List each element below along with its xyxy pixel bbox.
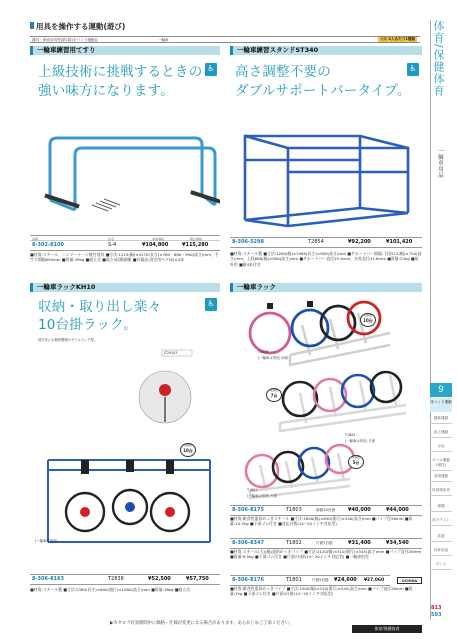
col-code: 品番 [32,236,39,241]
sidebar-item[interactable]: 体育用品 [430,546,452,556]
product-price-tax: ¥57,750 [186,576,209,582]
target-chip [378,37,417,42]
sidebar-item[interactable]: ボール運動(球技) [430,456,452,471]
product-price-tax: ¥101,420 [386,239,413,245]
product-model: T2838 [108,576,124,582]
section-title-stand: 一輪車練習スタンドST340 [230,46,422,55]
sidebar-item[interactable]: 陸上運動 [430,428,452,438]
capacity-label: 収納数 [364,314,372,317]
product-price: ¥104,800 [142,242,169,248]
section-title-bike-rack: 一輪車ラック [230,283,422,292]
stand-photo [230,108,422,236]
headline-stand-1: 高さ調整不要の [235,64,331,80]
capacity-value: 5台 [352,460,360,465]
tesuri-photo [30,110,220,235]
capacity-value: 7台 [270,393,278,398]
capacity-badge-rack [180,443,196,457]
page-number-2: 593 [431,612,442,618]
product-price-tax: ¥34,540 [386,540,409,546]
capacity-value: 10台 [183,448,193,453]
headline-rack-1: 収納・取り出し楽々 [38,299,162,315]
chapter-number: 9 [430,383,452,397]
product-desc-bike-rack-3: ■材質:耐食性亜鉛めっきパイプ ■寸法:1500(幅)×510(奥行)×545(高さ)mm ■パイプ直径28mm ■質量:7kg ■下部ゴム付き ■片面5台掛(14~20インチ対応型) [230,586,413,597]
spec-table-bike-rack-1 [230,505,422,516]
product-type: 両面10台掛 [316,508,335,512]
capacity-badge-c [348,455,364,469]
section-title-rack: 一輪車ラックKH10 [30,283,220,292]
category-left: 器具・家庭用具等[第1群(手づくり運動)] [32,37,98,42]
spec-table-tesuri [30,235,220,251]
product-code[interactable]: 8-306-8175 [232,507,264,513]
col-price: 本体価格 [152,236,165,241]
product-code[interactable]: 8-306-8163 [32,576,64,582]
page-title: 用具を操作する運動(遊び) [36,22,126,31]
sidebar-item[interactable]: 水泳 [430,442,452,452]
sidebar-item-active[interactable]: 体つくり運動 [430,398,452,412]
sidebar-item[interactable]: 体育館用具 [430,486,452,496]
headline-tesuri-2: 強い味方になります。 [38,83,174,99]
sidebar-divider [430,20,431,620]
capacity-value: 10台 [363,318,373,323]
label-t1803: T1803 [258,350,269,354]
product-desc-rack: ■材質:スチール製 ■寸法:2360(長さ)×600(奥行)×1080(高さ)mm ■質量:18kg ■組立式 [30,587,191,592]
sidebar-item[interactable]: 体力テスト [430,516,452,526]
capacity-label: 収納数 [270,389,278,392]
product-price-tax: ¥44,000 [386,507,409,513]
product-desc-tesuri: ■材質:スチール、ハンマートーン焼付塗装 ■寸法:1219(幅)×4170(長さ)×760・880・990(高さ)mm、手すり間隔650mm ■質量:39kg ■組立式 ■高さ3段階調節 ■付属品:固定用ペグ(8)×4本 [30,252,219,263]
product-code[interactable]: 8-306-8176 [232,577,264,583]
spec-table-stand [230,237,422,248]
capacity-badge-b [266,388,282,402]
label-t1803-sub: (一輪車は別売) 両面 [258,356,288,360]
product-desc-bike-rack-1: ■材質:耐食性亜鉛めっきスチール ■寸法:1690(幅)×690(奥行)×540(高さ)mm ■パイプ径28mm ■質量:10.5kg ■下部ゴム付き ■対応台数(14~20インチ対応型) [230,516,413,527]
sidebar-item[interactable]: 保健 [430,502,452,512]
product-desc-stand: ■材質:スチール製 ■寸法:1200(幅)×3460(長さ)×900(高さ)mm ■サポートバー間隔:下段512(幅)×750(高さ)mm、上段668(幅)×900(高さ)mm ■サポートバー直径25.4mm、支柱直径31.8mm ■質量:24kg ■屋外用 ■耐4本付き [230,251,422,267]
product-type: 片面5台掛 [312,578,329,582]
product-model: T1802 [286,540,302,546]
wheelchair-icon: ♿ [205,63,217,76]
capacity-label: 収納数 [184,444,192,447]
product-price: ¥92,200 [348,239,371,245]
rack-photo-caption: (一輪車は別売) [35,539,58,543]
target-chip-prefix: 対象 [380,37,388,41]
sidebar-subtitle: 一輪車用品 [437,148,443,178]
header-mark [30,22,34,29]
product-model: T2854 [308,239,324,245]
section-title-tesuri: 一輪車練習用てすり [30,46,220,55]
sidebar-item[interactable]: 器械運動 [430,414,452,424]
product-desc-bike-rack-2: ■材質:スチール(大)(幅)亜鉛めっきパイプ ■寸法:2120(幅)×510(奥行)×545(高さ)mm ■パイプ直径28mm ■質量:9.5kg ■下部ゴム付き ■片面7台掛(14~20インチ対応型) ■一輪車別売 [230,549,422,560]
brand-logo: UCHIDA [397,577,422,584]
product-code[interactable]: 8-306-5298 [232,239,264,245]
wheelchair-icon: ♿ [407,63,419,76]
page-number-1: 813 [431,605,442,611]
spec-table-rack [30,574,220,585]
product-type: 片面7台掛 [316,541,333,545]
sidebar-item[interactable]: 表現運動 [430,472,452,482]
spec-table-bike-rack-3 [230,575,390,586]
col-model: 品名 [108,236,115,241]
headline-rack-2: 10台掛ラック。 [38,317,137,333]
headline-stand-2: ダブルサポートバータイプ。 [235,83,411,99]
label-t1801-sub: (一輪車は別売) 片面 [247,494,277,498]
product-code[interactable]: 8-302-8100 [32,242,64,248]
footer-note: ▶カタログ有効期間中に価格・仕様が変更になる場合があります。あらかじめご了承ください。 [110,621,294,626]
capacity-label: 収納数 [352,456,360,459]
sidebar-title: 体育/保健体育 [432,20,445,97]
label-t1802: T1802 [345,433,356,437]
wheelchair-icon: ♿ [205,298,217,311]
product-price-tax: ¥115,280 [182,242,209,248]
product-price: ¥31,400 [348,540,371,546]
label-t1801: T1801 [247,488,258,492]
col-price-tax: 税込価格 [190,236,203,241]
product-model: S-4 [108,242,117,248]
product-price: ¥40,000 [348,507,371,513]
sidebar-item[interactable]: ダンス [430,560,452,570]
sidebar-item[interactable]: 武道 [430,532,452,542]
spec-table-bike-rack-2 [230,538,422,549]
target-chip-value: 2人あたり1種類 [388,37,415,41]
rack-dim-label: JT29203 [164,351,178,355]
rack-photo [30,342,220,572]
category-bar [30,36,420,43]
product-price: ¥24,600 [334,577,357,583]
product-model: T1803 [286,507,302,513]
bike-rack-photo [230,293,422,503]
product-model: T1801 [286,577,302,583]
rack-note: 低学年にも簡単整理のサドルフック型。 [38,338,98,342]
headline-tesuri-1: 上級技術に挑戦するときの [38,64,203,80]
capacity-badge-a [360,313,376,327]
footer-category: 体育/保健体育 [352,625,422,633]
product-price: ¥52,500 [148,576,171,582]
product-code[interactable]: 8-306-8347 [232,540,264,546]
product-price-tax: ¥27,060 [364,578,384,583]
label-t1802-sub: (一輪車は別売) 片面 [345,439,375,443]
category-mid: 一輪車 [158,37,169,42]
